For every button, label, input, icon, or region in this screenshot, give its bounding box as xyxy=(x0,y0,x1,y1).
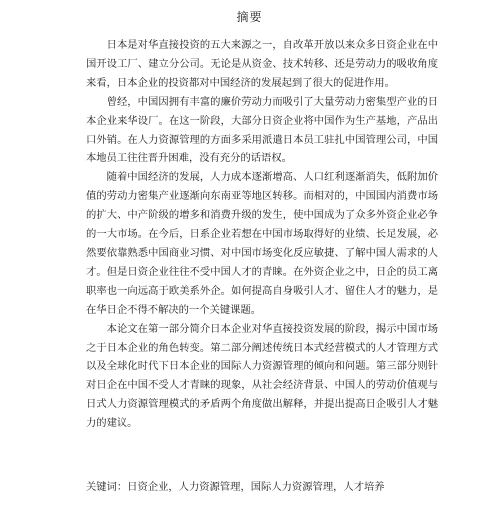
abstract-paragraph-3: 随着中国经济的发展，人力成本逐渐增高、人口红利逐渐消失，低附加价值的劳动力密集产业逐渐向东南亚等地区转移。而相对的，中国国内消费市场的扩大、中产阶级的增多和消费升级的发生，使中国成为了众多外资企业必争的一大市场。在今后，日系企业若想在中国市场取得好的业绩、长足发展，必然要依靠熟悉中国商业习惯、对中国市场变化反应敏捷、了解中国人需求的人才。但是日资企业往往不受中国人才的青睐。在外资企业之中，日企的员工离职率也一向远高于欧美系外企。如何提高自身吸引人才、留住人才的魅力，是在华日企不得不解决的一个关键课题。 xyxy=(86,171,438,316)
abstract-paragraph-1: 日本是对华直接投资的五大来源之一，自改革开放以来众多日资企业在中国开设工厂、建立分公司。无论是从资金、技术转移、还是劳动力的吸收角度来看，日本企业的投资都对中国经济的发展起到了很大的促进作用。 xyxy=(86,39,438,89)
abstract-title: 摘要 xyxy=(236,10,263,24)
abstract-paragraph-4: 本论文在第一部分简介日本企业对华直接投资发展的阶段，揭示中国市场之于日本企业的角色转变。第二部分阐述传统日本式经营模式的人才管理方式以及全球化时代下日本企业的国际人力资源管理的倾向和问题。第三部分则针对日企在中国不受人才青睐的现象，从社会经济背景、中国人的劳动价值观与日式人力资源管理模式的矛盾两个角度做出解释，并提出提高日企吸引人才魅力的建议。 xyxy=(86,322,438,430)
abstract-body xyxy=(86,36,438,433)
keywords-line: 关键词：日资企业，人力资源管理，国际人力资源管理，人才培养 xyxy=(86,481,385,493)
abstract-paragraph-2: 曾经，中国因拥有丰富的廉价劳动力而吸引了大量劳动力密集型产业的日本企业来华设厂。在这一阶段，大部分日资企业将中国作为生产基地，产品出口外销。在人力资源管理的方面多采用派遣日本员工驻扎中国管理公司，中国本地员工往往晋升困难，没有充分的话语权。 xyxy=(86,95,438,165)
